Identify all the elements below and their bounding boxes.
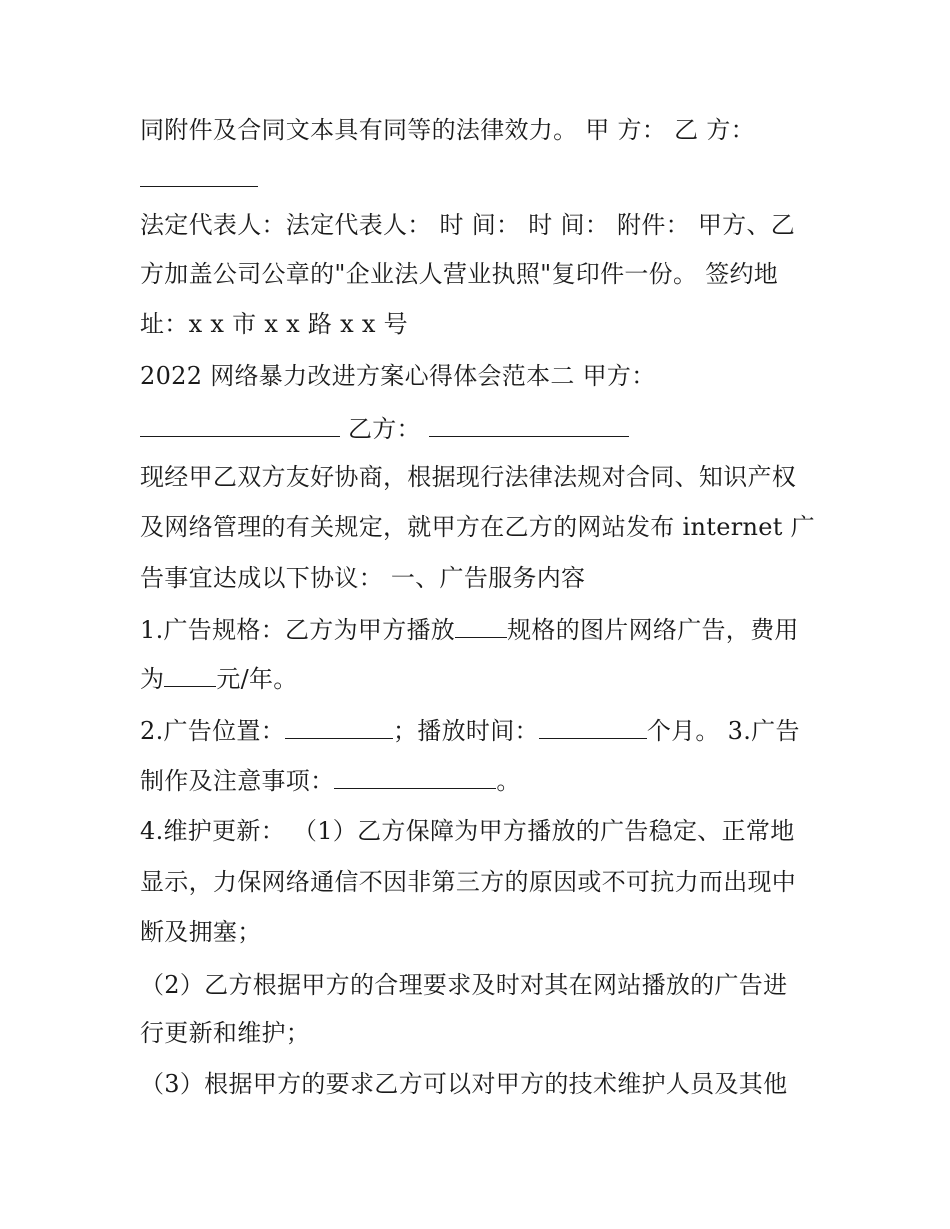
- text-line: [140, 813, 830, 849]
- parties-line: [140, 410, 830, 446]
- signature-blank[interactable]: [140, 160, 258, 187]
- line-text: 4.维护更新： （1）乙方保障为甲方播放的广告稳定、正常地: [140, 817, 795, 845]
- line-text: 断及拥塞；: [140, 918, 262, 946]
- text-line: [140, 459, 830, 495]
- line-text: 行更新和维护；: [140, 1019, 311, 1047]
- text-line: [140, 1066, 830, 1102]
- line-text: 现经甲乙双方友好协商，根据现行法律法规对合同、知识产权: [140, 463, 797, 491]
- line-text: 告事宜达成以下协议： 一、广告服务内容: [140, 564, 586, 592]
- text-line: [140, 207, 830, 243]
- party-b-blank[interactable]: [429, 410, 629, 437]
- text-line: [140, 660, 830, 696]
- line-text: 2022 网络暴力改进方案心得体会范本二 甲方：: [140, 362, 656, 390]
- text-line: [140, 509, 830, 545]
- duration-blank[interactable]: [539, 712, 647, 739]
- position-blank[interactable]: [285, 712, 393, 739]
- line-text: 元/年。: [216, 665, 298, 693]
- line-text: 制作及注意事项：: [140, 767, 335, 795]
- text-line: [140, 967, 830, 1003]
- text-line: [140, 712, 830, 748]
- text-line: [140, 358, 830, 394]
- text-line: [140, 306, 830, 342]
- text-line: [140, 112, 830, 148]
- signature-blank-line: [140, 160, 830, 196]
- text-line: [140, 1015, 830, 1051]
- party-a-blank[interactable]: [140, 410, 340, 437]
- line-text: 同附件及合同文本具有同等的法律效力。 甲 方： 乙 方：: [140, 116, 755, 144]
- text-line: [140, 256, 830, 292]
- line-text: 显示，力保网络通信不因非第三方的原因或不可抗力而出现中: [140, 868, 797, 896]
- line-text: 法定代表人：法定代表人： 时 间： 时 间： 附件： 甲方、乙: [140, 211, 796, 239]
- line-text: 址：x x 市 x x 路 x x 号: [140, 310, 408, 338]
- text-line: [140, 762, 830, 798]
- text-line: [140, 611, 830, 647]
- line-text: 为: [140, 665, 165, 693]
- line-text: 个月。 3.广告: [646, 717, 800, 745]
- text-line: [140, 560, 830, 596]
- fee-blank[interactable]: [164, 660, 216, 687]
- line-text: 及网络管理的有关规定，就甲方在乙方的网站发布 internet 广: [140, 513, 815, 541]
- line-text: 。: [496, 767, 521, 795]
- line-text: 方加盖公司公章的"企业法人营业执照"复印件一份。 签约地: [140, 260, 779, 288]
- line-text: （2）乙方根据甲方的合理要求及时对其在网站播放的广告进: [140, 971, 788, 999]
- line-text: 2.广告位置：: [140, 717, 285, 745]
- line-text: 规格的图片网络广告，费用: [507, 616, 799, 644]
- spec-blank[interactable]: [455, 611, 507, 638]
- line-text: 1.广告规格：乙方为甲方播放: [140, 616, 456, 644]
- party-b-label: 乙方：: [347, 415, 421, 443]
- line-text: （3）根据甲方的要求乙方可以对甲方的技术维护人员及其他: [140, 1070, 788, 1098]
- text-line: [140, 864, 830, 900]
- line-text: ；播放时间：: [393, 717, 539, 745]
- text-line: [140, 914, 830, 950]
- notes-blank[interactable]: [334, 762, 496, 789]
